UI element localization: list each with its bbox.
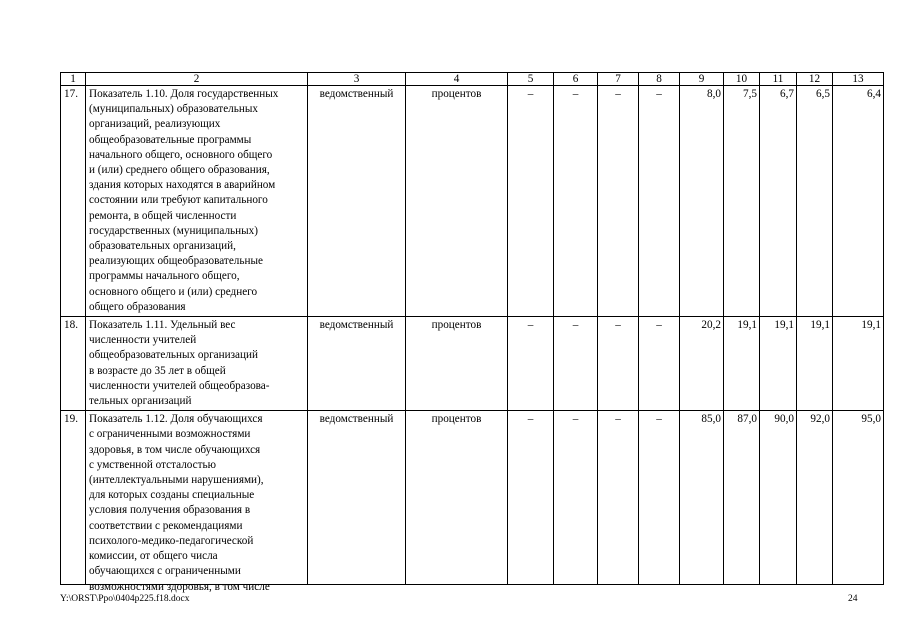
- value-col-6: –: [554, 317, 598, 411]
- value-col-12: 6,5: [797, 86, 833, 317]
- table-row: [61, 317, 884, 411]
- value-col-13: 95,0: [833, 411, 884, 585]
- value-col-7: –: [598, 411, 639, 585]
- page-number: 24: [848, 594, 858, 604]
- header-row: [61, 73, 884, 86]
- col-header-9: 9: [680, 73, 724, 86]
- value-col-12: 92,0: [797, 411, 833, 585]
- value-col-10: 19,1: [724, 317, 760, 411]
- value-col-11: 6,7: [760, 86, 797, 317]
- indicator-type: ведомственный: [308, 86, 406, 317]
- value-col-10: 7,5: [724, 86, 760, 317]
- indicator-description: Показатель 1.10. Доля государственных (муниципальных) образовательных организаций, реализующих общеобразовательные программы начального общего, основного общего и (или) среднего общего образования, здания которых находятся в аварийном состоянии или требуют капитального ремонта, в общей численности государственных (муниципальных) образовательных организаций, реализующих общеобразовательные программы начального общего, основного общего и (или) среднего общего образования: [86, 86, 308, 317]
- value-col-9: 85,0: [680, 411, 724, 585]
- value-col-9: 20,2: [680, 317, 724, 411]
- col-header-6: 6: [554, 73, 598, 86]
- indicator-type: ведомственный: [308, 317, 406, 411]
- value-col-7: –: [598, 317, 639, 411]
- footer-file-path: Y:\ORST\Ppo\0404p225.f18.docx: [60, 594, 190, 604]
- value-col-13: 19,1: [833, 317, 884, 411]
- value-col-5: –: [508, 86, 554, 317]
- col-header-13: 13: [833, 73, 884, 86]
- value-col-9: 8,0: [680, 86, 724, 317]
- row-number: 19.: [61, 411, 86, 585]
- indicator-description: Показатель 1.11. Удельный вес численности учителей общеобразовательных организаций в возрасте до 35 лет в общей численности учителей общеобразова- тельных организаций: [86, 317, 308, 411]
- value-col-11: 90,0: [760, 411, 797, 585]
- indicator-unit: процентов: [406, 86, 508, 317]
- col-header-12: 12: [797, 73, 833, 86]
- value-col-13: 6,4: [833, 86, 884, 317]
- indicator-type: ведомственный: [308, 411, 406, 585]
- col-header-7: 7: [598, 73, 639, 86]
- value-col-8: –: [639, 86, 680, 317]
- value-col-8: –: [639, 317, 680, 411]
- value-col-5: –: [508, 411, 554, 585]
- indicator-description: Показатель 1.12. Доля обучающихся с ограниченными возможностями здоровья, в том числе обучающихся с умственной отсталостью (интеллектуальными нарушениями), для которых созданы специальные условия получения образования в соответствии с рекомендациями психолого-медико-педагогической комиссии, от общего числа обучающихся с ограниченными возможностями здоровья, в том числе: [89, 413, 270, 593]
- row-number: 17.: [61, 86, 86, 317]
- col-header-5: 5: [508, 73, 554, 86]
- value-col-7: –: [598, 86, 639, 317]
- indicator-description-cell: [86, 411, 308, 593]
- col-header-2: 2: [86, 73, 308, 86]
- col-header-10: 10: [724, 73, 760, 86]
- value-col-10: 87,0: [724, 411, 760, 585]
- col-header-4: 4: [406, 73, 508, 86]
- value-col-11: 19,1: [760, 317, 797, 411]
- value-col-6: –: [554, 86, 598, 317]
- row-number: 18.: [61, 317, 86, 411]
- value-col-5: –: [508, 317, 554, 411]
- table-row: [61, 86, 884, 317]
- indicator-table: [60, 72, 884, 593]
- col-header-1: 1: [61, 73, 86, 86]
- value-col-12: 19,1: [797, 317, 833, 411]
- value-col-6: –: [554, 411, 598, 585]
- indicator-unit: процентов: [406, 317, 508, 411]
- value-col-8: –: [639, 411, 680, 585]
- col-header-11: 11: [760, 73, 797, 86]
- table-row: [61, 411, 884, 585]
- indicator-unit: процентов: [406, 411, 508, 585]
- col-header-8: 8: [639, 73, 680, 86]
- col-header-3: 3: [308, 73, 406, 86]
